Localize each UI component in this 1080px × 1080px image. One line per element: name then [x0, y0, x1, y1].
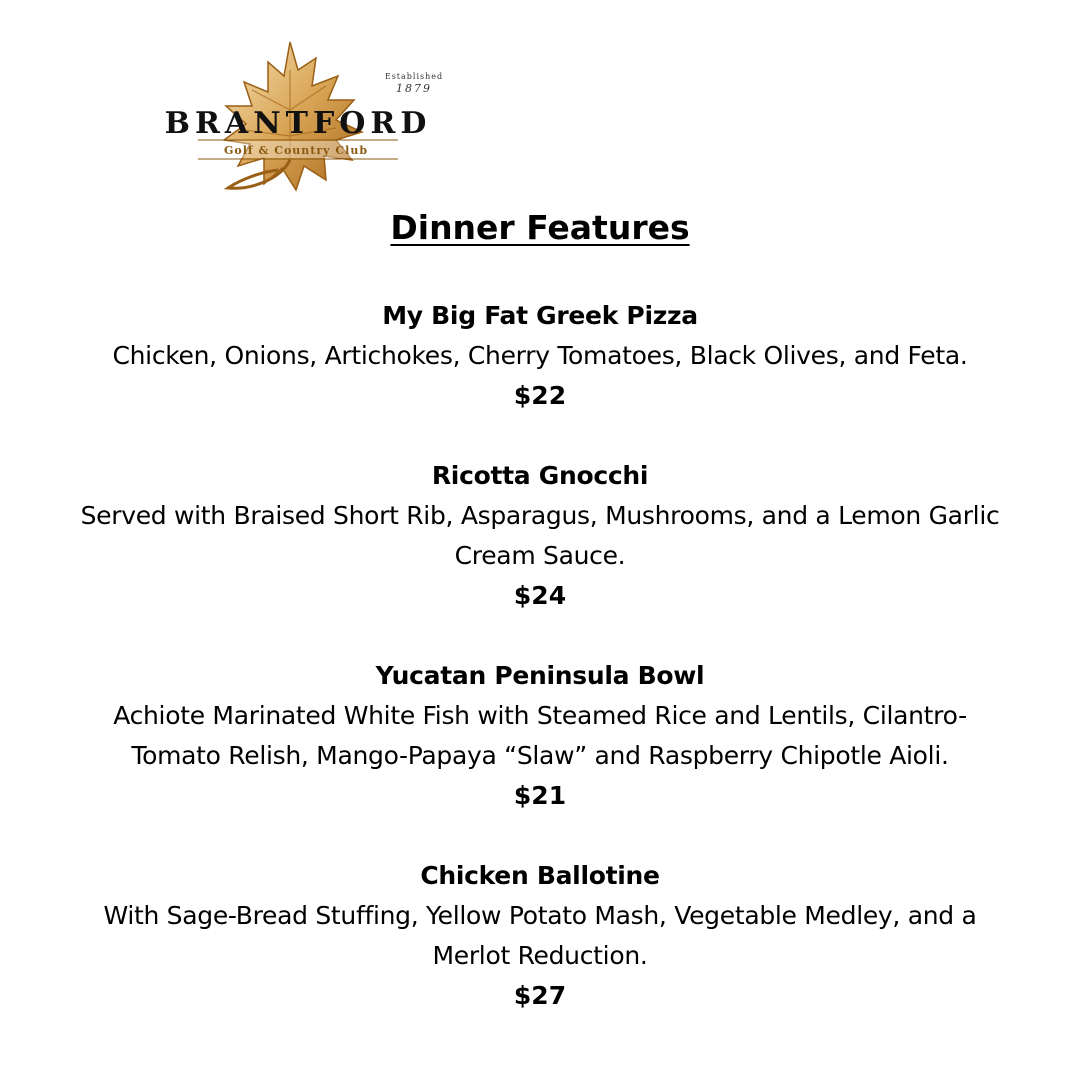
- menu-item-name: Yucatan Peninsula Bowl: [375, 661, 705, 690]
- menu-item-description-line: With Sage-Bread Stuffing, Yellow Potato Mash, Vegetable Medley, and a: [103, 901, 977, 930]
- club-logo: [140, 40, 460, 206]
- menu-item-price: $27: [513, 981, 567, 1010]
- logo-subbrand: Golf & Country Club: [223, 144, 369, 157]
- menu-item: [0, 656, 1080, 816]
- menu-item: [0, 456, 1080, 616]
- menu-item-description-line: Tomato Relish, Mango-Papaya “Slaw” and Raspberry Chipotle Aioli.: [131, 741, 949, 770]
- menu-item-name: My Big Fat Greek Pizza: [382, 301, 698, 330]
- page-title: Dinner Features: [390, 208, 690, 247]
- menu-item-description: [0, 496, 1080, 576]
- menu-item-name: Chicken Ballotine: [420, 861, 660, 890]
- menu-item-price: $21: [513, 781, 567, 810]
- logo-brand-name: BRANTFORD: [164, 106, 432, 141]
- menu-item-description-line: Merlot Reduction.: [432, 941, 648, 970]
- menu-item-description: [0, 336, 1080, 376]
- menu-item-description: [0, 696, 1080, 776]
- menu-item-description: [0, 896, 1080, 976]
- menu-item-description-line: Cream Sauce.: [454, 541, 626, 570]
- menu-item-description-line: Served with Braised Short Rib, Asparagus, Mushrooms, and a Lemon Garlic: [80, 501, 1000, 530]
- menu-item-price: $22: [513, 381, 567, 410]
- logo-established-label: Established: [384, 72, 444, 81]
- menu-item-name: Ricotta Gnocchi: [431, 461, 649, 490]
- menu-item-description-line: Chicken, Onions, Artichokes, Cherry Tomatoes, Black Olives, and Feta.: [112, 341, 968, 370]
- menu-list: [0, 296, 1080, 1056]
- logo-year: 1879: [396, 82, 432, 95]
- menu-item-price: $24: [513, 581, 567, 610]
- menu-item: [0, 856, 1080, 1016]
- menu-item-description-line: Achiote Marinated White Fish with Steamed Rice and Lentils, Cilantro-: [113, 701, 967, 730]
- menu-item: [0, 296, 1080, 416]
